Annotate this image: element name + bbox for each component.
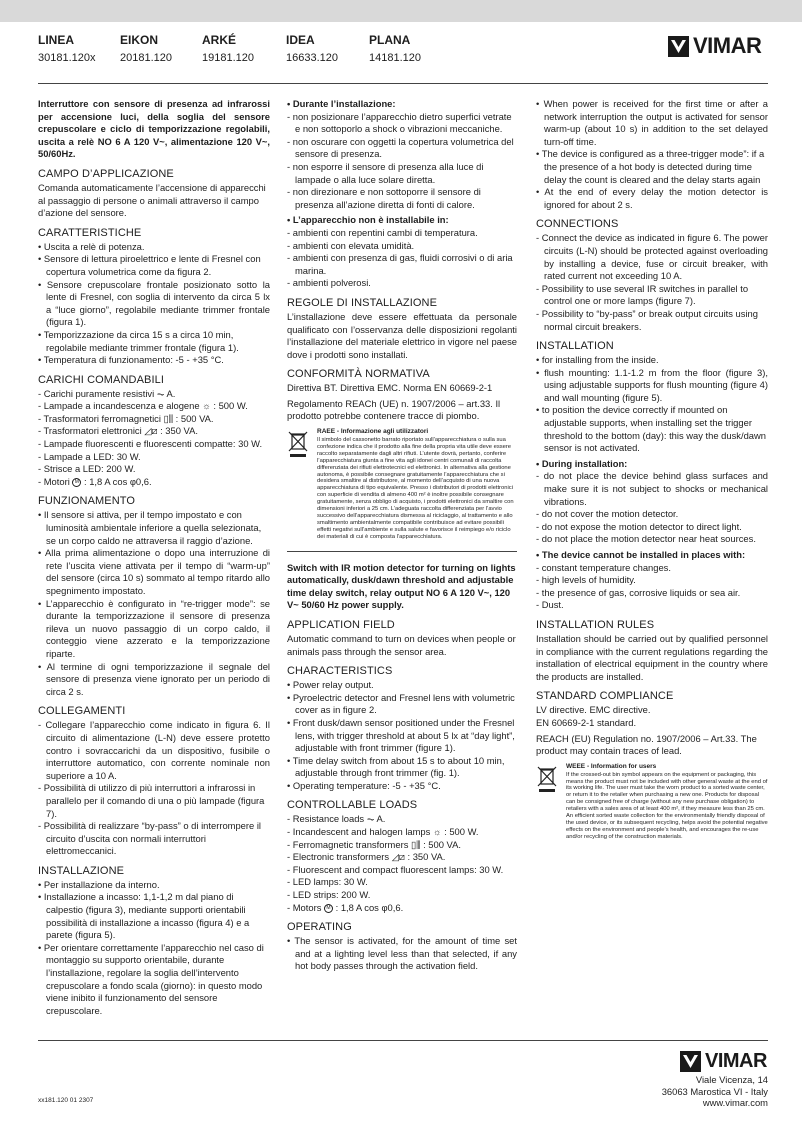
it-intro: Interruttore con sensore di presenza ad infrarossi per accensione luci, della soglia del sensore crepuscolare e ciclo di temporizzazione regolabili, uscita a relè NO 6 A 120 V~, alimentazione 120 V~, 50/60Hz. — [38, 98, 270, 160]
load-value: : 500 W. — [441, 826, 479, 838]
load-label: - Resistance loads — [287, 813, 365, 825]
list-item — [287, 813, 517, 826]
list-item: • flush mounting: 1.1-1.2 m from the floor (figure 3), using adjustable supports for flush mounting (figure 4) and wall mounting (figure 5). — [536, 366, 768, 403]
vimar-mark-icon — [680, 1051, 701, 1072]
load-label: - Ferromagnetic transformers — [287, 838, 409, 850]
it-campo-title: CAMPO D’APPLICAZIONE — [38, 167, 174, 180]
motor-icon: M — [324, 904, 333, 913]
footer-address — [662, 1074, 768, 1109]
list-item — [287, 902, 517, 915]
it-collegamenti-title: COLLEGAMENTI — [38, 705, 126, 718]
product-line-linea — [38, 33, 96, 65]
column-italian-1 — [38, 98, 270, 1017]
list-item: • Il sensore si attiva, per il tempo impostato e con luminosità ambientale inferiore a quella selezionata, se un corpo caldo ne attraversa il raggio d’azione. — [38, 509, 262, 546]
list-item — [38, 413, 270, 426]
line-name: LINEA — [38, 33, 74, 47]
load-value: : 500 VA. — [173, 412, 214, 424]
list-item: • When power is received for the first time or after a network interruption the output is activated for sensor warm-up (about 10 s) in addition to the set delayed turn-off time. — [536, 98, 768, 147]
load-label: - Carichi puramente resistivi — [38, 387, 155, 399]
en-intro: Switch with IR motion detector for turning on lights automatically, dusk/dawn threshold and adjustable time delay switch, relay output NO 6 A 120 V~, 120 V~ 50/60 Hz power supply. — [287, 561, 516, 611]
list-item: - ambienti polverosi. — [287, 277, 371, 289]
crossed-bin-icon — [536, 764, 560, 841]
footer-divider — [38, 1040, 768, 1041]
list-item: • Pyroelectric detector and Fresnel lens with volumetric cover as in figure 2. — [287, 691, 515, 716]
top-band — [0, 0, 802, 22]
list-item — [287, 826, 517, 839]
list-item: • Installazione a incasso: 1,1-1,2 m dal piano di calpestio (figura 3), mediante supporti orientabili possibilità di installazione a incasso (figura 4) e a parete (figura 5). — [38, 891, 250, 941]
raee-box — [287, 429, 517, 541]
column-2 — [287, 98, 517, 973]
vimar-logo-footer — [680, 1050, 767, 1073]
load-label: - Electronic transformers — [287, 851, 390, 863]
it-regole-text: L’installazione deve essere effettuata da personale qualificato con l’osservanza delle disposizioni regolanti l’installazione del materiale elettrico in vigore nel paese dove i prodotti sono installati. — [287, 310, 517, 360]
list-item: • Per installazione da interno. — [38, 878, 160, 890]
it-carichi-title: CARICHI COMANDABILI — [38, 373, 164, 386]
header-product-codes — [38, 33, 768, 73]
en-rules-text: Installation should be carried out by qualified personnel in compliance with the current regulations regarding the installation of electrical equipment in the country where the products are installed. — [536, 632, 768, 682]
crossed-bin-icon — [287, 429, 311, 541]
en-rules-title: INSTALLATION RULES — [536, 618, 655, 631]
it-campo-text: Comanda automaticamente l’accensione di apparecchi al passaggio di persone o animali attraverso il campo d’azione del sensore. — [38, 181, 266, 219]
en-application-text: Automatic command to turn on devices when people or animals pass through the sensor area. — [287, 632, 516, 657]
load-value: : 1,8 A cos φ0,6. — [81, 475, 152, 487]
list-item: - do not place the device behind glass surfaces and make sure it is not subject to shocks or mechanical vibrations. — [536, 470, 768, 507]
electronic-transformer-icon: ◿⧄ — [391, 851, 405, 863]
document-code: xx181.120 01 2307 — [38, 1097, 94, 1104]
list-item: - Strisce a LED: 200 W. — [38, 463, 136, 475]
column-english-3 — [536, 98, 768, 845]
motor-icon: M — [72, 478, 81, 487]
load-label: - Lampade a incandescenza e alogene — [38, 400, 200, 412]
list-item: - Lampade fluorescenti e fluorescenti compatte: 30 W. — [38, 438, 263, 450]
product-line-idea — [286, 33, 338, 65]
list-item: • Sensore di lettura piroelettrico e lente di Fresnel con copertura volumetrica come da figura 2. — [38, 253, 261, 277]
it-conformita-title: CONFORMITÀ NORMATIVA — [287, 368, 430, 381]
resistive-load-icon: ⏦ — [156, 387, 165, 399]
list-item: • Al termine di ogni temporizzazione il segnale del sensore di presenza viene ignorato per un periodo di circa 2 s. — [38, 660, 270, 697]
list-item: - Possibility to “by-pass” or break output circuits using normal circuit breakers. — [536, 307, 758, 332]
list-item: - do not cover the motion detector. — [536, 508, 679, 520]
electronic-transformer-icon: ◿⧄ — [144, 425, 158, 437]
resistive-load-icon: ⏦ — [366, 813, 375, 825]
weee-text: If the crossed-out bin symbol appears on the equipment or packaging, this means the product must not be included with other general waste at the end of its working life. The user must take the worn product to a sorted waste center, or return it to the retailer when purchasing a new one. Products for disposal can be consigned free of charge (without any new purchase obligation) to retailers with a sales area of at least 400 m², if they measure less than 25 cm. An efficient sorted waste collection for the environmentally friendly disposal of the used device, or its subsequent recycling, helps avoid the potential negative effects on the environment and people’s health, and encourages the re-use and/or recycling of the construction materials. — [566, 771, 768, 840]
list-item: - non direzionare e non sottoporre il sensore di presenza all’azione diretta di fonti di calore. — [287, 186, 481, 210]
load-value: : 500 W. — [210, 400, 248, 412]
line-name: ARKÉ — [202, 33, 237, 47]
address-street: Viale Vicenza, 14 — [695, 1074, 768, 1085]
list-item: - high levels of humidity. — [536, 574, 636, 586]
list-item: • At the end of every delay the motion detector is ignored for about 2 s. — [536, 186, 768, 210]
line-code: 19181.120 — [202, 52, 254, 64]
list-item: - Fluorescent and compact fluorescent lamps: 30 W. — [287, 863, 504, 875]
raee-text: Il simbolo del cassonetto barrato riportato sull’apparecchiatura o sulla sua confezione indica che il prodotto alla fine della propria vita utile deve essere raccolto separatamente dagli altri rifiuti. L’utente dovrà, pertanto, conferire l’apparecchiatura giunta a fine vita agli idonei centri comunali di raccolta differenziata dei rifiuti elettrotecnici ed elettronici. In alternativa alla gestione autonoma, è possibile consegnare gratuitamente l’apparecchiatura che si desidera smaltire al distributore, al momento dell’acquisto di una nuova apparecchiatura di tipo equivalente. Presso i distributori di prodotti elettronici con superficie di vendita di almeno 400 m² è inoltre possibile consegnare gratuitamente, senza obbligo di acquisto, i prodotti elettronici da smaltire con dimensioni inferiori a 25 cm. L’adeguata raccolta differenziata per l’avvio successivo dell’apparecchiatura dismessa al riciclaggio, al trattamento e allo smaltimento ambientalmente compatibile contribuisce ad evitare possibili effetti negativi sull’ambiente e sulla salute e favorisce il reimpiego e/o riciclo dei materiali di cui è composta l’apparecchiatura. — [317, 436, 514, 540]
language-divider — [287, 551, 517, 552]
weee-box — [536, 764, 768, 841]
en-installation-title: INSTALLATION — [536, 340, 614, 353]
list-item: - non oscurare con oggetti la copertura volumetrica del sensore di presenza. — [287, 135, 514, 160]
list-item — [287, 839, 517, 852]
en-during-title: • During installation: — [536, 457, 628, 469]
en-reach-text: REACH (EU) Regulation no. 1907/2006 – Art.33. The product may contain traces of lead. — [536, 732, 757, 757]
header-divider — [38, 83, 768, 84]
en-connections-title: CONNECTIONS — [536, 218, 619, 231]
it-funzionamento-title: FUNZIONAMENTO — [38, 495, 136, 508]
list-item: - Lampade a LED: 30 W. — [38, 450, 141, 462]
list-item: - ambienti con elevata umidità. — [287, 239, 415, 251]
load-label: - Trasformatori elettronici — [38, 425, 142, 437]
it-reach-text: Regolamento REACh (UE) n. 1907/2006 – art.33. Il prodotto potrebbe contenere tracce di piombo. — [287, 397, 501, 422]
load-value: : 1,8 A cos φ0,6. — [333, 901, 404, 913]
list-item: • Power relay output. — [287, 679, 374, 691]
list-item: • to position the device correctly if mounted on adjustable supports, when installing set the trigger threshold to the bottom (day): this way the dusk/dawn sensor is not activated. — [536, 404, 766, 454]
list-item: • Uscita a relè di potenza. — [38, 240, 145, 252]
raee-title: RAEE - Informazione agli utilizzatori — [317, 428, 429, 436]
list-item: - LED lamps: 30 W. — [287, 876, 368, 888]
it-regole-title: REGOLE DI INSTALLAZIONE — [287, 296, 438, 309]
list-item: - LED strips: 200 W. — [287, 889, 371, 901]
load-label: - Incandescent and halogen lamps — [287, 826, 431, 838]
list-item: - non posizionare l’apparecchio dietro superfici vetrate e non sottoporlo a shock o vibrazioni meccaniche. — [287, 110, 512, 135]
list-item: - the presence of gas, corrosive liquids or sea air. — [536, 586, 741, 598]
ferromagnetic-transformer-icon: ▯⫼ — [411, 838, 421, 850]
brand-wordmark: VIMAR — [705, 1050, 767, 1072]
list-item: - Collegare l’apparecchio come indicato in figura 6. Il circuito di alimentazione (L-N) deve essere protetto contro i sovraccarichi da un dispositivo, fusibile o interruttore automatico, con corrente nominale non superiore a 10 A. — [38, 719, 270, 781]
load-label: - Motors — [287, 901, 322, 913]
it-noninst-title: • L’apparecchio non è installabile in: — [287, 214, 449, 226]
list-item — [287, 851, 517, 864]
list-item: • for installing from the inside. — [536, 354, 659, 366]
line-code: 30181.120x — [38, 52, 96, 64]
en-standard-title: STANDARD COMPLIANCE — [536, 690, 674, 703]
list-item: • Operating temperature: -5 - +35 °C. — [287, 779, 441, 791]
load-value: A. — [164, 387, 176, 399]
product-line-eikon — [120, 33, 172, 65]
list-item: • Alla prima alimentazione o dopo una interruzione di rete l’uscita viene attivata per il tempo di “warm-up” del sensore (circa 10 s) sommato al tempo ritardo allo spegnimento impostato. — [38, 547, 270, 596]
list-item: - Connect the device as indicated in figure 6. The power circuits (L-N) should be protected against overloading by installing a device, fuse or circuit breaker, with rated current not exceeding 10 A. — [536, 232, 768, 282]
list-item: • The device is configured as a three-trigger mode”: if a the presence of a hot body is detected during time delay the count is cleared and the delay starts again — [536, 148, 765, 185]
list-item: - do not expose the motion detector to direct light. — [536, 520, 742, 532]
load-value: : 500 VA. — [420, 838, 461, 850]
en-loads-title: CONTROLLABLE LOADS — [287, 799, 418, 812]
ferromagnetic-transformer-icon: ▯⫼ — [163, 412, 174, 424]
list-item: - Possibility to use several IR switches in parallel to control one or more lamps (figure 7). — [536, 282, 749, 307]
en-standard-text: LV directive. EMC directive. — [536, 704, 651, 716]
line-name: IDEA — [286, 33, 315, 47]
list-item — [38, 425, 270, 438]
weee-title: WEEE - Information for users — [566, 762, 657, 770]
line-name: PLANA — [369, 33, 411, 47]
list-item: • Time delay switch from about 15 s to about 10 min, adjustable through front trimmer (fig. 1). — [287, 754, 505, 779]
list-item: - ambienti con repentini cambi di temperatura. — [287, 226, 478, 238]
list-item: - constant temperature changes. — [536, 561, 671, 573]
load-value: : 350 VA. — [157, 425, 198, 437]
load-label: - Trasformatori ferromagnetici — [38, 412, 161, 424]
product-line-plana — [369, 33, 421, 65]
website-link[interactable]: www.vimar.com — [702, 1097, 768, 1108]
list-item: - Possibilità di utilizzo di più interruttori a infrarossi in parallelo per il comando di una o più lampade (figura 7). — [38, 782, 265, 819]
product-line-arke — [202, 33, 254, 65]
vimar-mark-icon — [668, 36, 689, 57]
list-item: - Possibilità di realizzare “by-pass” o di interrompere il circuito d’uscita con normali interruttori elettromeccanici. — [38, 820, 261, 857]
list-item: • Per orientare correttamente l’apparecchio nel caso di montaggio su supporto orientabile, durante l’installazione, regolare la soglia dell’intervento crepuscolare a fondo scala (giorno): in questo modo viene inibito il funzionamento del sensore crepuscolare. — [38, 941, 264, 1016]
list-item — [38, 400, 270, 413]
en-application-title: APPLICATION FIELD — [287, 618, 395, 631]
list-item: • Front dusk/dawn sensor positioned under the Fresnel lens, with trigger threshold at about 5 lx at “day light”, adjustable with front trimmer (figure 1). — [287, 716, 515, 754]
load-label: - Motori — [38, 475, 70, 487]
vimar-logo-header — [668, 33, 761, 59]
lamp-icon: ☼ — [202, 400, 211, 412]
line-name: EIKON — [120, 33, 159, 47]
list-item — [38, 476, 270, 489]
list-item: • The sensor is activated, for the amount of time set and at a lighting level less than that selected, if any hot body passes through the activation field. — [287, 935, 517, 972]
list-item: • Sensore crepuscolare frontale posizionato sotto la lente di Fresnel, con soglia di intervento da circa 5 lx a “luce giorno”, regolabile mediante trimmer frontale (figura 1). — [38, 278, 270, 328]
en-characteristics-title: CHARACTERISTICS — [287, 665, 393, 678]
en-standard-text: EN 60669-2-1 standard. — [536, 716, 637, 728]
line-code: 16633.120 — [286, 52, 338, 64]
list-item — [38, 388, 270, 401]
list-item: - do not place the motion detector near heat sources. — [536, 533, 756, 545]
list-item: • Temporizzazione da circa 15 s a circa 10 min, regolabile mediante trimmer frontale (figura 1). — [38, 328, 239, 353]
load-value: A. — [374, 813, 386, 825]
it-installazione-title: INSTALLAZIONE — [38, 864, 125, 877]
en-operating-title: OPERATING — [287, 921, 352, 934]
list-item: - ambienti con presenza di gas, fluidi corrosivi o di aria marina. — [287, 252, 513, 276]
list-item: • Temperatura di funzionamento: -5 - +35 °C. — [38, 354, 224, 366]
brand-wordmark: VIMAR — [693, 33, 762, 58]
load-value: : 350 VA. — [404, 851, 446, 863]
it-durante-title: • Durante l’installazione: — [287, 98, 396, 109]
it-caratteristiche-title: CARATTERISTICHE — [38, 226, 142, 239]
list-item: - Dust. — [536, 599, 564, 611]
lamp-icon: ☼ — [432, 826, 442, 838]
line-code: 14181.120 — [369, 52, 421, 64]
it-conformita-text: Direttiva BT. Direttiva EMC. Norma EN 60669-2-1 — [287, 382, 493, 394]
address-city: 36063 Marostica VI - Italy — [661, 1085, 768, 1097]
line-code: 20181.120 — [120, 52, 172, 64]
list-item: • L’apparecchio è configurato in “re-trigger mode”: se durante la temporizzazione il sensore di presenza rileva un nuovo passaggio di un corpo caldo, il conteggio viene azzerato e la temporizzazione riparte. — [38, 597, 270, 659]
en-cannot-title: • The device cannot be installed in places with: — [536, 549, 746, 560]
list-item: - non esporre il sensore di presenza alla luce di lampade o alla luce solare diretta. — [287, 160, 484, 185]
